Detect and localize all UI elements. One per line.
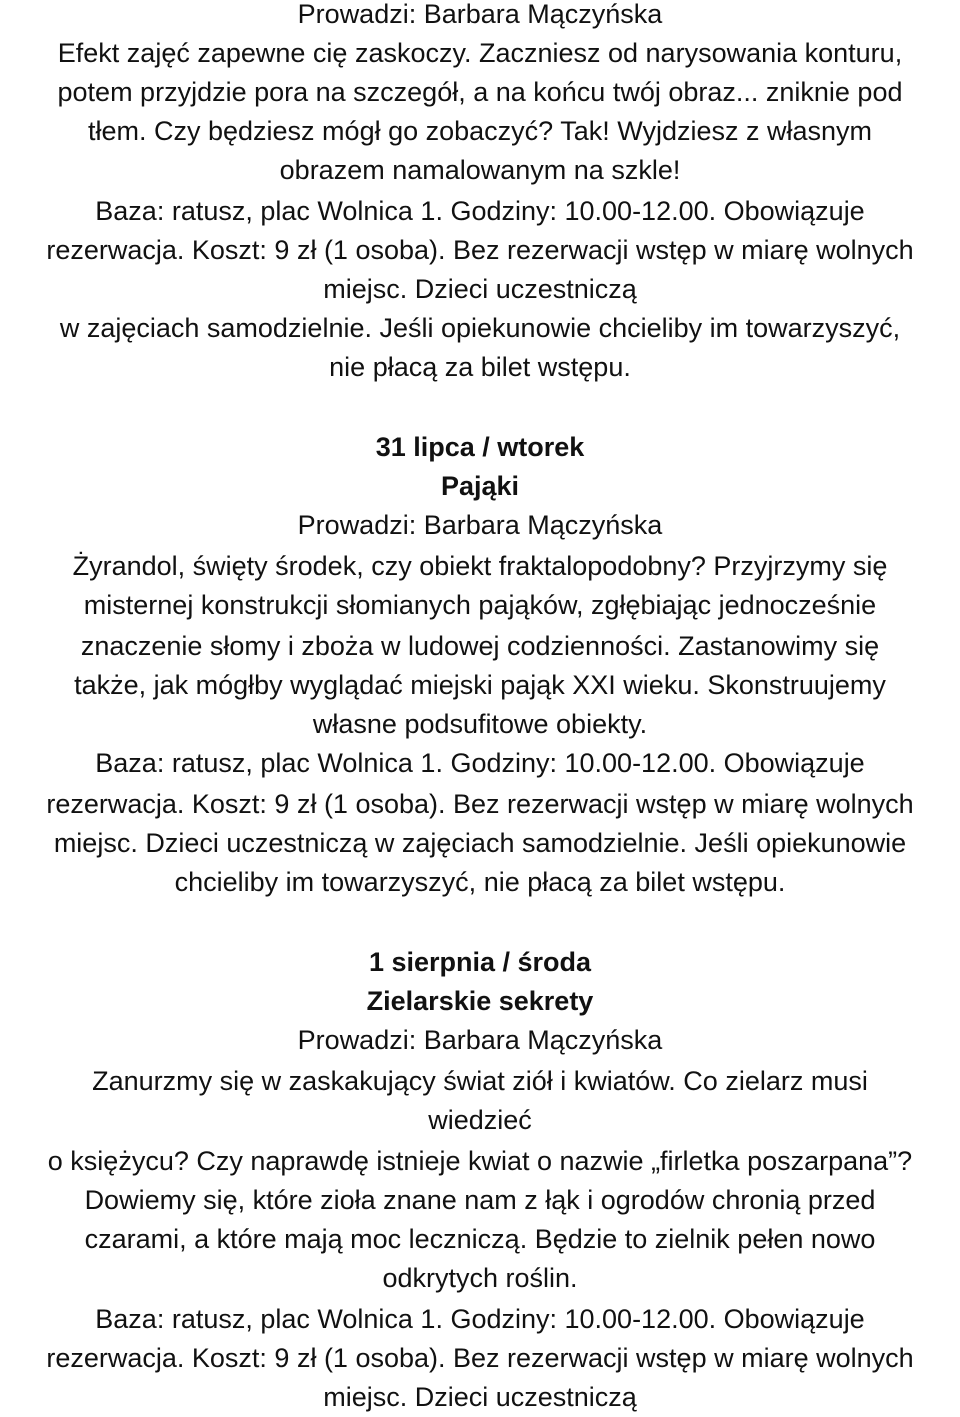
info-line: nie płacą za bilet wstępu. (329, 352, 631, 382)
paragraph-line: misternej konstrukcji słomianych pająków, zgłębiając jednocześnie (83, 590, 877, 620)
info-line: Baza: ratusz, plac Wolnica 1. Godziny: 10.00-12.00. Obowiązuje (95, 196, 865, 226)
event-host: Prowadzi: Barbara Mączyńska (297, 510, 663, 540)
info-line: Baza: ratusz, plac Wolnica 1. Godziny: 10.00-12.00. Obowiązuje (95, 748, 865, 778)
info-line: miejsc. Dzieci uczestniczą (323, 1382, 637, 1412)
event-title: Zielarskie sekrety (366, 986, 594, 1016)
paragraph-line: tłem. Czy będziesz mógł go zobaczyć? Tak! Wyjdziesz z własnym (87, 116, 873, 146)
info-line: rezerwacja. Koszt: 9 zł (1 osoba). Bez rezerwacji wstęp w miarę wolnych (46, 789, 914, 819)
paragraph-line: Dowiemy się, które zioła znane nam z łąk i ogrodów chronią przed (84, 1185, 876, 1215)
paragraph-line: obrazem namalowanym na szkle! (279, 155, 681, 185)
info-line: miejsc. Dzieci uczestniczą w zajęciach samodzielnie. Jeśli opiekunowie (53, 828, 907, 858)
info-line: chcieliby im towarzyszyć, nie płacą za bilet wstępu. (174, 867, 786, 897)
info-line: rezerwacja. Koszt: 9 zł (1 osoba). Bez rezerwacji wstęp w miarę wolnych (46, 235, 914, 265)
event-title: Pająki (440, 471, 520, 501)
paragraph-line: czarami, a które mają moc leczniczą. Będzie to zielnik pełen nowo (84, 1224, 876, 1254)
event-date: 1 sierpnia / środa (368, 947, 592, 977)
paragraph-line: Efekt zajęć zapewne cię zaskoczy. Zaczniesz od narysowania konturu, (57, 38, 903, 68)
host-line: Prowadzi: Barbara Mączyńska (297, 0, 663, 29)
info-line: miejsc. Dzieci uczestniczą (323, 274, 637, 304)
info-line: rezerwacja. Koszt: 9 zł (1 osoba). Bez rezerwacji wstęp w miarę wolnych (46, 1343, 914, 1373)
paragraph-line: wiedzieć (428, 1105, 532, 1135)
event-host: Prowadzi: Barbara Mączyńska (297, 1025, 663, 1055)
paragraph-line: własne podsufitowe obiekty. (312, 709, 648, 739)
info-line: Baza: ratusz, plac Wolnica 1. Godziny: 10.00-12.00. Obowiązuje (95, 1304, 865, 1334)
event-date: 31 lipca / wtorek (375, 432, 585, 462)
paragraph-line: potem przyjdzie pora na szczegół, a na końcu twój obraz... zniknie pod (57, 77, 903, 107)
paragraph-line: odkrytych roślin. (382, 1263, 578, 1293)
paragraph-line: Zanurzmy się w zaskakujący świat ziół i kwiatów. Co zielarz musi (92, 1066, 868, 1096)
paragraph-line: o księżycu? Czy naprawdę istnieje kwiat o nazwie „firletka poszarpana”? (47, 1146, 913, 1176)
paragraph-line: znaczenie słomy i zboża w ludowej codzienności. Zastanowimy się (80, 631, 880, 661)
paragraph-line: Żyrandol, święty środek, czy obiekt fraktalopodobny? Przyjrzymy się (72, 551, 888, 581)
info-line: w zajęciach samodzielnie. Jeśli opiekunowie chcieliby im towarzyszyć, (59, 313, 901, 343)
paragraph-line: także, jak mógłby wyglądać miejski pająk XXI wieku. Skonstruujemy (74, 670, 886, 700)
